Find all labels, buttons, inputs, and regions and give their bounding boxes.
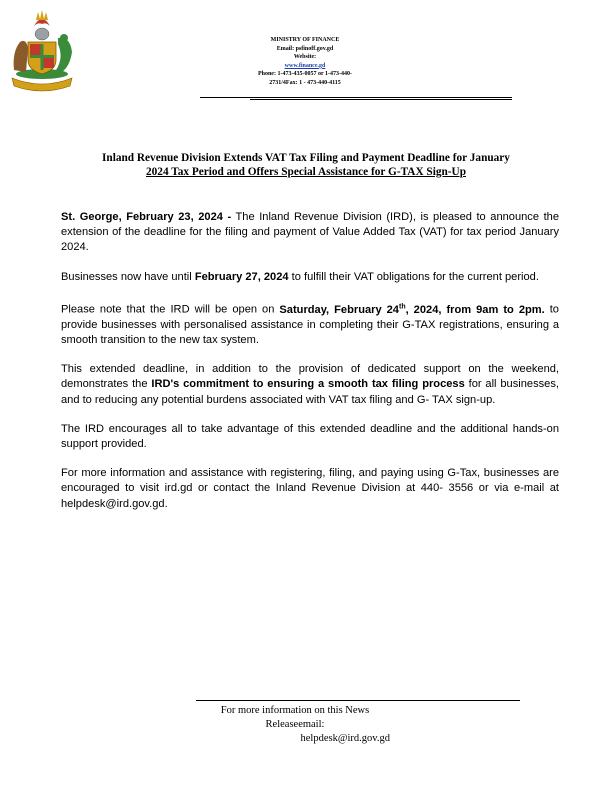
letterhead	[200, 36, 410, 88]
ird-commitment: IRD's commitment to ensuring a smooth tax filing process	[151, 378, 465, 391]
press-release-title	[60, 151, 552, 179]
press-release-body	[61, 210, 559, 526]
ministry-email: Email: psfinoff.gov.gd	[276, 45, 334, 52]
footer-email[interactable]: helpdesk@ird.gov.gd	[300, 733, 390, 744]
paragraph-2: Businesses now have until February 27, 2024 to fulfill their VAT obligations for the current period.	[61, 270, 539, 283]
deadline-date: February 27, 2024	[194, 270, 289, 283]
paragraph-5: The IRD encourages all to take advantage of this extended deadline and the additional hands-on support provided.	[61, 422, 559, 450]
saturday-opening: Saturday, February 24th, 2024, from 9am to 2pm.	[279, 302, 545, 316]
website-link[interactable]: www.finance.gd	[284, 62, 326, 69]
title-line-2: 2024 Tax Period and Offers Special Assistance for G-TAX Sign-Up	[146, 166, 466, 178]
footer-line-2: Releaseemail:	[265, 719, 325, 730]
phone-fax-numbers: 2731/4Fax: 1 - 473-440-4115	[269, 79, 341, 86]
footer-divider	[196, 700, 520, 701]
header-divider-secondary	[250, 99, 512, 100]
paragraph-6: For more information and assistance with registering, filing, and paying using G-Tax, businesses are encouraged to visit ird.gd or contact the Inland Revenue Division at 440- 3556 or via e-mail at helpdesk@ird.gov.gd.	[61, 467, 559, 510]
paragraph-3: Please note that the IRD will be open on Saturday, February 24th, 2024, from 9am to 2pm. to provide businesses with personalised assistance in completing their G-TAX registrations, ensuring a smooth transition to the new tax system.	[61, 302, 559, 346]
dateline: St. George, February 23, 2024 -	[61, 211, 232, 223]
paragraph-4: This extended deadline, in addition to the provision of dedicated support on the weekend, demonstrates the IRD's commitment to ensuring a smooth tax filing process for all businesses, and to reducing any potential burdens associated with VAT tax filing and G- TAX sign-up.	[61, 363, 559, 406]
website-label: Website:	[293, 54, 317, 61]
phone-numbers: Phone: 1-473-435-0057 or 1-473-440-	[257, 71, 353, 78]
title-line-1: Inland Revenue Division Extends VAT Tax Filing and Payment Deadline for January	[102, 152, 510, 164]
footer-contact	[200, 704, 390, 746]
paragraph-1: St. George, February 23, 2024 - The Inland Revenue Division (IRD), is pleased to announce the extension of the deadline for the filing and payment of Value Added Tax (VAT) for tax period January 2024.	[61, 211, 560, 254]
ministry-name: MINISTRY OF FINANCE	[270, 37, 340, 43]
header-divider	[200, 97, 512, 98]
footer-line-1: For more information on this News	[220, 705, 370, 716]
coat-of-arms-logo	[8, 8, 76, 92]
